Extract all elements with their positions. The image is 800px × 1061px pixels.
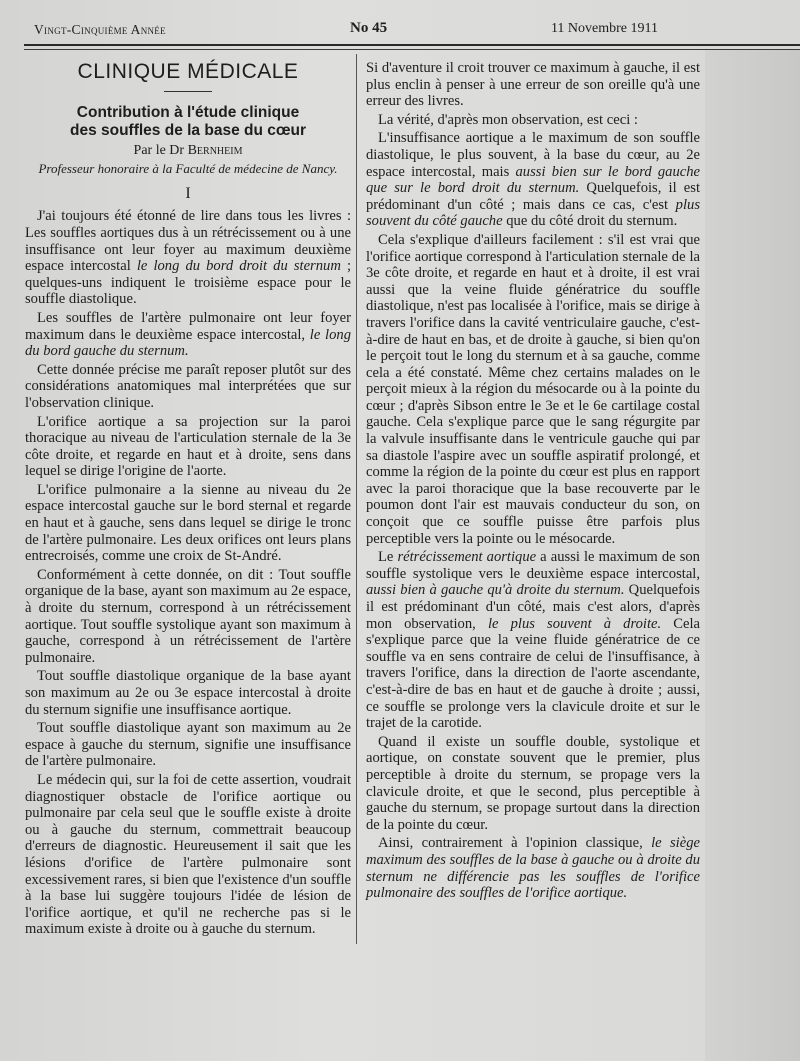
paragraph: Cette donnée précise me paraît reposer plutôt sur des considérations anatomiques mal interprétées que sur l'observation clinique. [25, 361, 351, 411]
paragraph: L'orifice aortique a sa projection sur la paroi thoracique au niveau de l'articulation sternale de la 3e côte droite, et regarde en haut et à droite, sens dans lequel se dirige l'origine de l'aorte. [25, 413, 351, 480]
italic-run: aussi bien sur le bord gauche que sur le bord droit du sternum. [366, 163, 701, 197]
italic-run: plus souvent du côté gauche [366, 196, 700, 230]
paragraph [366, 549, 700, 732]
right-column [366, 60, 700, 904]
title-rule [164, 91, 212, 92]
left-column [25, 60, 351, 940]
text-run: Ainsi, contrairement à l'opinion classique, [378, 835, 652, 852]
page-header [34, 18, 776, 42]
text-run: J'ai toujours été étonné de lire dans tous les livres : Les souffles aortiques dus à un rétrécissement ou à une insuffisance ont leur foyer au maximum deuxième espace intercostal [25, 208, 351, 275]
author-affiliation: Professeur honoraire à la Faculté de médecine de Nancy. [38, 161, 338, 177]
paragraph: L'orifice pulmonaire a la sienne au niveau du 2e espace intercostal gauche sur le bord sternal et regarde en haut et à gauche, sens dans lequel se dirige le tronc de l'artère pulmonaire. Les deux orifices ont leurs plans entrecroisés, comme une croix de St-André. [25, 481, 351, 565]
column-divider [356, 54, 357, 944]
text-run: Quelquefois il est prédominant d'un côté, mais c'est alors, d'après mon observation, [366, 582, 700, 632]
italic-run: aussi bien à gauche qu'à droite du sternum. [366, 582, 625, 599]
italic-run: le long du bord droit du sternum [136, 258, 341, 275]
section-title: CLINIQUE MÉDICALE [77, 60, 299, 83]
header-rule-thin [24, 49, 800, 50]
paragraph [25, 208, 351, 308]
paragraph: Conformément à cette donnée, on dit : Tout souffle organique de la base, ayant son maximum au 2e espace, à droite du sternum, correspond à un rétrécissement aortique. Tout souffle systolique ayant son maximum à gauche, correspond à un rétrécissement de l'artère pulmonaire. [25, 566, 351, 666]
header-volume: Vingt-Cinquième Année [34, 22, 166, 37]
text-run: Les souffles de l'artère pulmonaire ont leur foyer maximum dans le deuxième espace intercostal, [25, 309, 351, 343]
italic-run: rétrécissement aortique [397, 549, 537, 566]
paragraph: Si d'aventure il croit trouver ce maximum à gauche, il est plus enclin à penser à une erreur de son oreille qu'à une erreur des livres. [366, 60, 700, 110]
paragraph: Tout souffle diastolique ayant son maximum au 2e espace à gauche du sternum, signifie une insuffisance de l'artère pulmonaire. [25, 720, 351, 770]
text-run: Cela s'explique parce que la veine fluide génératrice de ce souffle va en sens contraire de celui de l'insuffisance, à travers l'orifice, dans la direction de l'aorte ascendante, c'est-à-dire de bas en haut et de gauche à droite ; aussi, ce souffle se prolonge vers la clavicule droite et sur le trajet de la carotide. [366, 615, 701, 732]
byline-prefix: Par le Dr [133, 142, 188, 158]
author-name: Bernheim [187, 142, 243, 158]
italic-run: le plus souvent à droite. [487, 615, 662, 632]
paragraph: Quand il existe un souffle double, systolique et aortique, on constate souvent que le premier, plus perceptible à droite du sternum, se propage vers la clavicule droite, et que le second, plus perceptible à gauche du sternum, se propage surtout dans la direction de la pointe du cœur. [366, 733, 700, 833]
page-margin [705, 50, 800, 1061]
text-run: L'insuffisance aortique a le maximum de son souffle diastolique, le plus souvent, à la base du cœur, au 2e espace intercostal, mais [366, 130, 700, 180]
text-run: que du côté droit du sternum. [502, 213, 678, 230]
paragraph [366, 130, 700, 230]
paragraph: Tout souffle diastolique organique de la base ayant son maximum au 2e ou 3e espace intercostal à droite du sternum signifie une insuffisance aortique. [25, 668, 351, 718]
section-number: I [185, 184, 191, 202]
italic-run: le siège maximum des souffles de la base à gauche ou à droite du sternum ne différencie pas les souffles de l'orifice pulmonaire des souffles de l'orifice aortique. [366, 835, 700, 902]
header-rule-thick [24, 44, 800, 46]
paragraph: Le médecin qui, sur la foi de cette assertion, voudrait diagnostiquer obstacle de l'orifice aortique ou pulmonaire par cela seul que le souffle existe à droite ou à gauche du sternum, commettrait beaucoup d'erreurs de diagnostic. Heureusement il sait que les lésions d'orifice de l'artère pulmonaire sont excessivement rares, si bien que l'existence d'un souffle à la base lui suggère toujours l'idée de lésion de l'orifice aortique, et qu'il ne recherche pas si le maximum existe à droite ou à gauche du sternum. [25, 771, 351, 938]
header-issue-number: No 45 [350, 20, 388, 36]
paragraph [25, 310, 351, 360]
text-run: Quelquefois, il est prédominant d'un côté ; mais dans ce cas, c'est [366, 180, 700, 213]
article-title-line-2: des souffles de la base du cœur [69, 121, 306, 139]
text-run: a aussi le maximum de son souffle systolique vers le deuxième espace intercostal, [366, 549, 700, 582]
text-run: Le [378, 549, 398, 566]
byline [25, 143, 351, 160]
paragraph: Cela s'explique d'ailleurs facilement : s'il est vrai que l'orifice aortique correspond à l'articulation sternale de la 3e côte droite, et regarde en haut et à droite, il est vrai aussi que la veine fluide génératrice du souffle diastolique, n'est pas localisée à l'orifice, mais se dirige à travers l'orifice dans la cavité ventriculaire gauche, c'est-à-dire de haut en bas, et de droite à gauche, si bien qu'on le perçoit tout le long du sternum et à sa gauche, comme cela a été constaté. Même chez certains malades on le perçoit mieux à la région du mésocarde ou à la pointe du cœur ; d'après Sibson entre le 3e et le 6e cartilage costal gauche. Cela s'explique parce que le sang régurgite par la valvule insuffisante dans le ventricule gauche qui par sa diastole l'aspire avec un souffle aspiratif prolongé, et comme la région de la pointe du cœur est plus en rapport avec la paroi thoracique que la base recouverte par le poumon dont l'air est mauvais conducteur du son, on conçoit que ce souffle puisse être parfois plus perceptible vers la pointe ou le mésocarde. [366, 231, 700, 547]
article-title-line-1: Contribution à l'étude clinique [76, 103, 300, 121]
italic-run: le long du bord gauche du sternum. [25, 326, 351, 360]
paragraph [366, 835, 700, 901]
paragraph: La vérité, d'après mon observation, est ceci : [378, 111, 638, 128]
header-date: 11 Novembre 1911 [550, 21, 658, 36]
text-run: ; quelques-uns indiquent le troisième espace pour le souffle diastolique. [25, 258, 351, 308]
